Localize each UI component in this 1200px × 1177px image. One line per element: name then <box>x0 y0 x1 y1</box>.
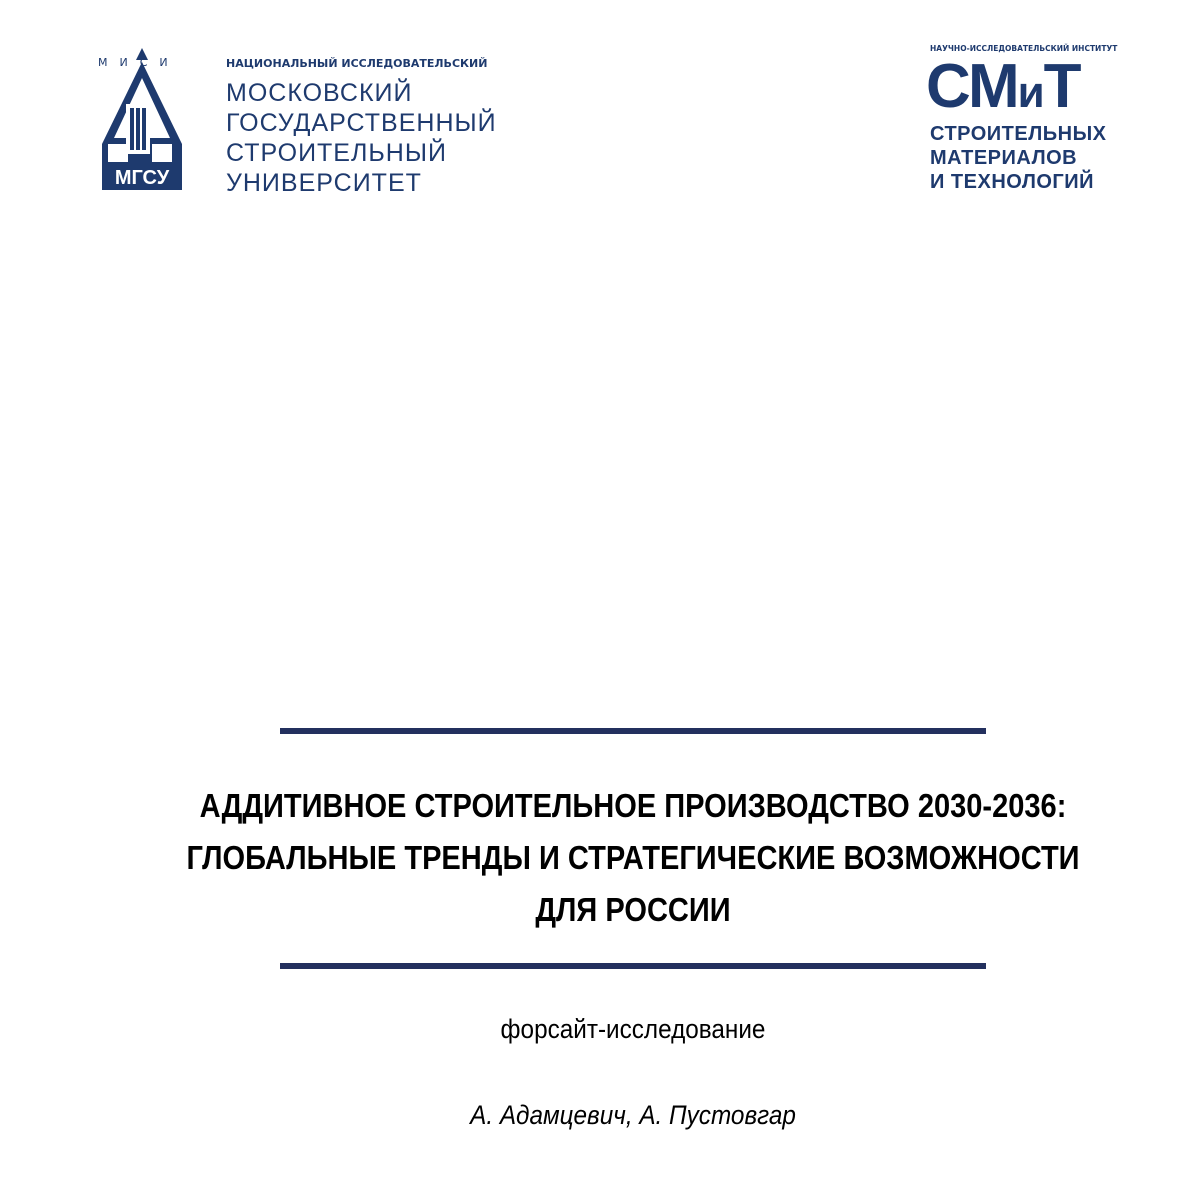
smit-title-part-1: СМ <box>926 52 1018 121</box>
smit-title-part-2: и <box>1017 68 1044 117</box>
mgsu-emblem-label: МГСУ <box>114 167 170 189</box>
document-type: форсайт-исследование <box>500 1014 766 1044</box>
mgsu-subtitle: НАЦИОНАЛЬНЫЙ ИССЛЕДОВАТЕЛЬСКИЙ <box>226 57 488 70</box>
authors: А. Адамцевич, А. Пустовгар <box>470 1100 796 1130</box>
smit-logo-title <box>926 52 1080 128</box>
smit-name-line-3: И ТЕХНОЛОГИЙ <box>930 171 1095 193</box>
document-title <box>164 780 1102 936</box>
mgsu-name-line-1: МОСКОВСКИЙ <box>226 79 413 107</box>
title-bottom-rule <box>280 963 986 969</box>
mgsu-name-line-4: УНИВЕРСИТЕТ <box>226 169 422 197</box>
title-top-rule <box>280 728 986 734</box>
mgsu-name-line-3: СТРОИТЕЛЬНЫЙ <box>226 139 447 167</box>
smit-title-part-3: Т <box>1043 52 1080 121</box>
title-line-2: ГЛОБАЛЬНЫЕ ТРЕНДЫ И СТРАТЕГИЧЕСКИЕ ВОЗМОЖНОСТИ <box>186 839 1080 876</box>
title-line-3: ДЛЯ РОССИИ <box>535 891 731 928</box>
smit-name-line-2: МАТЕРИАЛОВ <box>930 147 1078 169</box>
smit-name-line-1: СТРОИТЕЛЬНЫХ <box>930 123 1107 145</box>
mgsu-name-line-2: ГОСУДАРСТВЕННЫЙ <box>226 109 497 137</box>
smit-subtitle: НАУЧНО-ИССЛЕДОВАТЕЛЬСКИЙ ИНСТИТУТ <box>930 44 1118 53</box>
title-line-1: АДДИТИВНОЕ СТРОИТЕЛЬНОЕ ПРОИЗВОДСТВО 2030-2036: <box>199 787 1067 824</box>
mgsu-misi-letters: МИСИ <box>98 56 180 69</box>
